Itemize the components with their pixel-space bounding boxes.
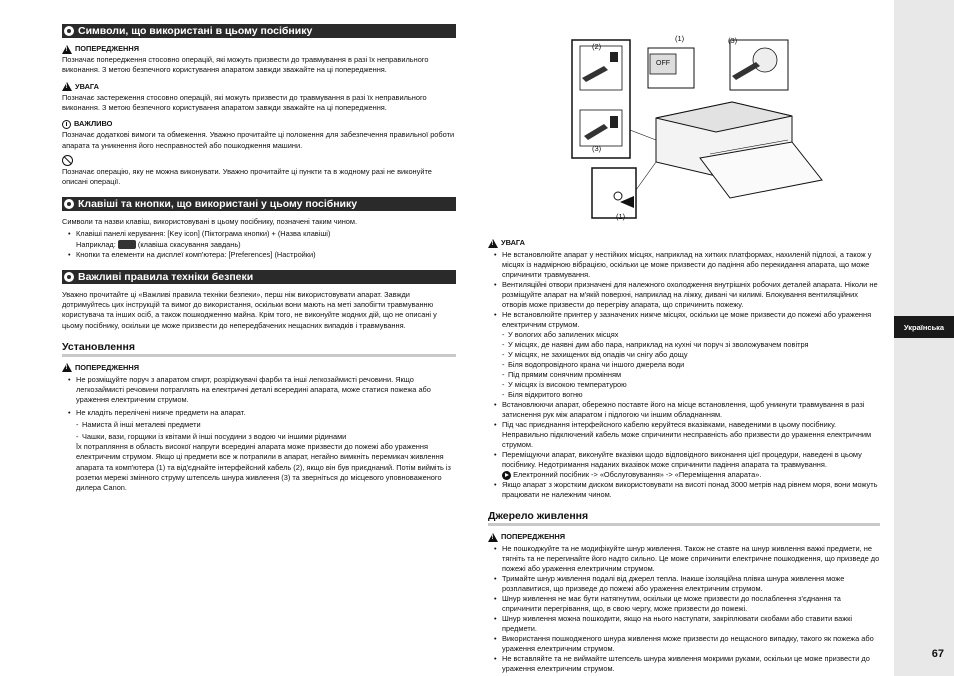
wall-outlet-icon [753, 48, 777, 72]
reference-link[interactable]: Електронний посібник -> «Обслуговування» -> «Переміщення апарата». [513, 470, 762, 479]
printer-diagram-svg [560, 30, 882, 228]
sub-item: - Намиста й інші металеві предмети [62, 420, 456, 430]
heading-text: Символи, що використані в цьому посібнику [78, 25, 313, 37]
sub-item: - У місцях, не захищених від опадів чи снігу або дощу [488, 350, 880, 360]
manual-reference-icon [502, 471, 511, 480]
heading-text: Клавіші та кнопки, що використані у цьому посібнику [78, 198, 358, 211]
language-tab[interactable] [894, 316, 954, 338]
bullet-disc-icon [64, 26, 74, 36]
fig-label-2: (2) [592, 42, 602, 51]
caution-list [488, 250, 880, 500]
bullet-disc-icon [64, 272, 74, 282]
bullet-disc-icon [64, 199, 74, 209]
callout-line [636, 162, 656, 190]
power-socket [610, 116, 618, 128]
item-text: Не встановлюйте принтер у зазначених нижче місцях, оскільки це може призвести до пожежі або ураження електричним струмом. [502, 310, 872, 329]
power-source-heading: Джерело живлення [488, 510, 880, 526]
sub-item: - У вологих або запилених місцях [488, 330, 880, 340]
prohibited-description: Позначає операцію, яку не можна виконувати. Уважно прочитайте ці пункти та в жодному разі не виконуйте описані операції. [62, 166, 432, 187]
label-text: ПОПЕРЕДЖЕННЯ [75, 44, 140, 53]
sub-item: - Чашки, вази, горщики із квітами й інші посудини з водою чи іншими рідинами [62, 432, 456, 442]
install-list [62, 375, 456, 442]
installation-heading: Установлення [62, 341, 456, 357]
warning-triangle-icon [62, 363, 72, 372]
page-sidebar [894, 0, 954, 676]
back-panel-frame [572, 40, 630, 158]
caution-label [488, 238, 880, 248]
caution-triangle-icon [62, 82, 72, 91]
list-item: • Не розміщуйте поруч з апаратом спирт, розріджувачі фарби та інші легкозаймисті речовини. Якщо легкозаймисті речовини потраплять на електричні деталі всередині апарата, може статися пожежа або ураження електричним струмом. [62, 375, 456, 406]
list-item: • Шнур живлення не має бути натягнутим, оскільки це може призвести до послаблення з'єднання та спричинити перегрівання, що, в свою чергу, може призвести до пожежі. [488, 594, 880, 614]
off-label: OFF [656, 60, 670, 67]
prohibited-icon [62, 155, 73, 166]
list-item: • Тримайте шнур живлення подалі від джерел тепла. Інакше ізоляційна плівка шнура живлення може розплавитися, що призведе до пожежі або ураження електричним струмом. [488, 574, 880, 594]
fig-label-3: (3) [728, 36, 738, 45]
printer-illustration [560, 30, 882, 228]
right-column [488, 238, 880, 674]
install-tail-text: Їх потрапляння в область високої напруги всередині апарата може призвести до пожежі або ураження електричним струмом. Якщо ці предмети все ж потрапили в апарат, негайно вимкніть перемикач живлення апарата та комп'ютера (1) та від'єднайте інтерфейсний кабель (2), якщо він був приєднаний. Потім вийміть із розетки мережі змінного струму штепсель шнура живлення (3) та зверніться до місцевого уповноваженого дилера Canon. [76, 442, 451, 493]
fig-label-3b: (3) [592, 144, 602, 153]
list-item: • Використання пошкодженого шнура живлення може призвести до нещасного випадку, такого як пожежа або ураження електричним струмом. [488, 634, 880, 654]
list-item [62, 229, 456, 249]
sub-item: - Під прямим сонячним промінням [488, 370, 880, 380]
power-list [488, 544, 880, 674]
section-heading-keys [62, 197, 456, 211]
list-item: • Не встановлюйте апарат у нестійких місцях, наприклад на хитких платформах, нахиленій підлозі, а також у місцях із надмірною вібрацією, оскільки це може призвести до падіння або перекидання апарата, що може спричинити травмування. [488, 250, 880, 280]
example-prefix: Наприклад: [76, 239, 116, 249]
power-switch-area [592, 168, 636, 218]
important-icon [62, 120, 71, 129]
label-text: ПОПЕРЕДЖЕННЯ [75, 362, 140, 372]
sub-list [76, 420, 456, 442]
list-item [488, 310, 880, 400]
list-item: • Шнур живлення можна пошкодити, якщо на нього наступати, закріплювати скобами або ставити важкі предмети. [488, 614, 880, 634]
power-switch-icon [614, 192, 622, 200]
warning-description: Позначає попередження стосовно операцій, які можуть призвести до травмування в разі їх неправильного виконання. З метою безпечного користування апаратом завжди зважайте на ці попередження. [62, 55, 429, 75]
list-item [62, 408, 456, 443]
list-item: • Якщо апарат з жорстким диском використовувати на висоті понад 3000 метрів над рівнем моря, вони можуть працювати не належним чином. [488, 480, 880, 500]
item-text: Не кладіть перелічені нижче предмети на апарат. [76, 407, 246, 417]
label-text: ПОПЕРЕДЖЕННЯ [501, 532, 566, 541]
warning-triangle-icon [62, 45, 72, 54]
label-text: ВАЖЛИВО [74, 119, 113, 129]
caution-label [62, 82, 456, 92]
label-text: УВАГА [501, 238, 525, 247]
list-item [488, 450, 880, 480]
fig-label-1b: (1) [616, 212, 626, 221]
list-item: • Під час приєднання інтерфейсного кабелю керуйтеся вказівками, наведеними в цьому посібнику. Неправильно підключений кабель може спричинити несправність або призвести до ураження електричним струмом. [488, 420, 880, 450]
list-item: • Не вставляйте та не виймайте штепсель шнура живлення мокрими руками, оскільки це може призвести до ураження електричним струмом. [488, 654, 880, 674]
item-text: Клавіші панелі керування: [Key icon] (Піктограма кнопки) + (Назва клавіші) [76, 229, 331, 239]
list-item: • Не пошкоджуйте та не модифікуйте шнур живлення. Також не ставте на шнур живлення важкі предмети, не тягніть та не перегинайте його надто сильно. Це може спричинити електричне пошкодження, що призведе до пожежі або ураження електричним струмом. [488, 544, 880, 574]
item-text: Кнопки та елементи на дисплеї комп'ютера: [Preferences] (Настройки) [76, 249, 316, 259]
safety-text: Уважно прочитайте ці «Важливі правила техніки безпеки», перш ніж використовувати апарат. Завжди дотримуйтесь цих інструкцій та вимог до використання, оскільки вони мають на меті запобігти травмуванню користувача та інших осіб, а також пошкодженню майна. Крім того, не виконуйте жодних дій, що не описані у цьому посібнику, оскільки це може призвести до непередбачених нещасних випадків і травмування. [62, 290, 437, 330]
section-heading-safety [62, 270, 456, 284]
callout-line [630, 130, 656, 140]
important-label [62, 119, 456, 129]
location-sublist [502, 330, 880, 400]
warning-triangle-icon [488, 533, 498, 542]
warning-label [62, 44, 456, 54]
sub-item: - Біля водопровідного крана чи іншого джерела води [488, 360, 880, 370]
list-item [62, 250, 456, 260]
keys-list [62, 229, 456, 260]
label-text: УВАГА [75, 81, 99, 91]
heading-text: Важливі правила техніки безпеки [78, 271, 254, 284]
language-tab-label: Українська [903, 322, 945, 332]
sub-item: - У місцях, де наявні дим або пара, наприклад на кухні чи поруч зі зволожувачем повітря [488, 340, 880, 350]
section-heading-symbols [62, 24, 456, 38]
caution-triangle-icon [488, 239, 498, 248]
keys-intro: Символи та назви клавіш, використовувані в цьому посібнику, позначені таким чином. [62, 217, 358, 227]
power-warning-label [488, 532, 880, 542]
left-column [62, 24, 456, 493]
item-text: Переміщуючи апарат, виконуйте вказівки щодо відповідного виконання цієї процедури, наведені в цьому посібнику. Недотримання наданих вказівок може спричинити падіння апарата та травмування. [502, 450, 862, 469]
page-number: 67 [931, 648, 944, 660]
example-suffix: (клавіша скасування завдань) [137, 239, 241, 249]
stop-key-icon [118, 240, 136, 249]
sub-item: - Біля відкритого вогню [488, 390, 880, 400]
list-item: • Встановлюючи апарат, обережно поставте його на місце встановлення, щоб уникнути травмування в разі затиснення рук між апаратом і підлогою чи іншим обладнанням. [488, 400, 880, 420]
caution-description: Позначає застереження стосовно операцій, які можуть призвести до травмування в разі їх неправильного виконання. З метою безпечного користування апаратом завжди зважайте на ці попередження. [62, 92, 427, 113]
list-item: • Вентиляційні отвори призначені для належного охолодження внутрішніх робочих деталей апарата. Ніколи не розміщуйте апарат на м'якій поверхні, наприклад на ліжку, дивані чи килимі. Блокування вентиляційних отворів може призвести до перегріву апарата, що спричинить пожежу. [488, 280, 880, 310]
sub-item: - У місцях із високою температурою [488, 380, 880, 390]
usb-port [610, 52, 618, 62]
fig-label-1: (1) [675, 34, 685, 43]
install-warning-label [62, 363, 456, 373]
important-description: Позначає додаткові вимоги та обмеження. Уважно прочитайте ці положення для забезпечення правильної роботи апарата та уникнення його несправностей або пошкодження машини. [62, 130, 455, 150]
